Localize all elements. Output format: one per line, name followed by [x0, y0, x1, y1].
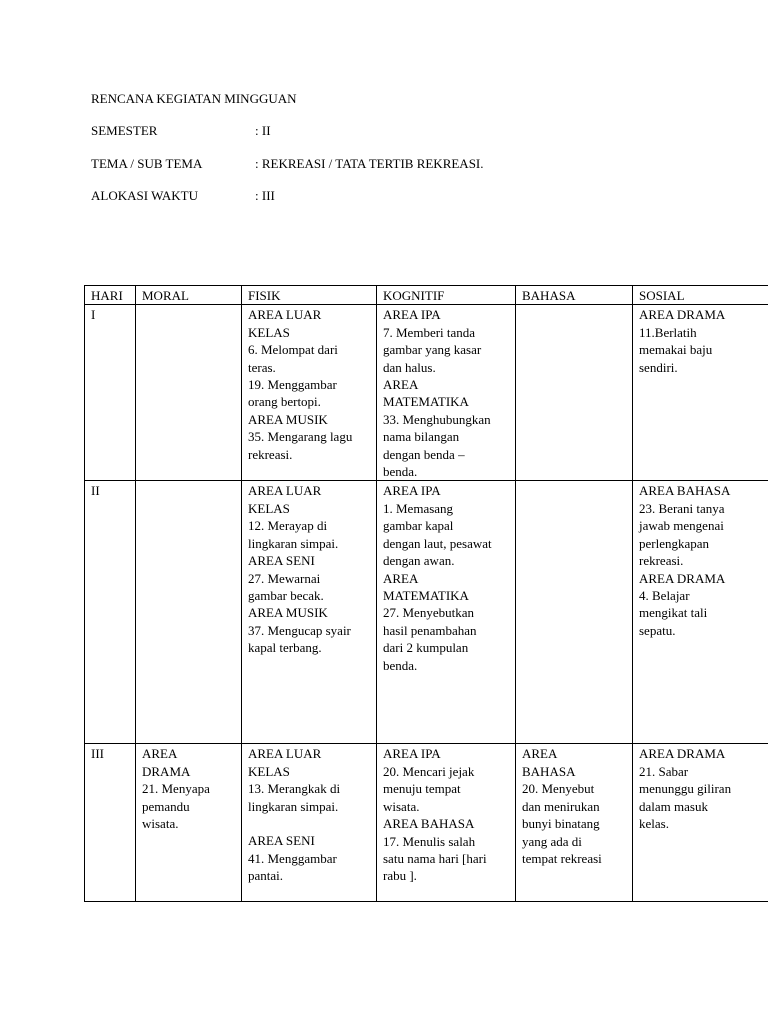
column-header-sosial: SOSIAL [633, 286, 768, 305]
cell-line: KELAS [248, 324, 290, 340]
cell-line: hasil penambahan [383, 622, 477, 638]
cell-line: dan halus. [383, 359, 436, 375]
cell-line: dari 2 kumpulan [383, 640, 469, 656]
cell-line: 17. Menulis salah [383, 833, 476, 849]
cell-line: 19. Menggambar [248, 377, 337, 393]
table-row [85, 481, 768, 744]
cell-line: satu nama hari [hari [383, 850, 487, 866]
time-allocation-value: : III [255, 188, 275, 203]
cell-line: AREA SENI [248, 553, 315, 569]
cell-line: AREA [383, 377, 419, 393]
cell-line: dengan awan. [383, 553, 455, 569]
fisik-cell [242, 305, 377, 481]
column-header-moral: MORAL [136, 286, 242, 305]
cell-line: dengan laut, pesawat [383, 535, 492, 551]
kognitif-cell [377, 481, 516, 744]
cell-line: benda. [383, 464, 418, 480]
cell-line: 20. Menyebut [522, 781, 595, 797]
cell-line: AREA LUAR [248, 746, 322, 762]
document-title [91, 91, 297, 107]
cell-line: AREA IPA [383, 746, 441, 762]
cell-line: AREA [522, 746, 558, 762]
cell-line: 6. Melompat dari [248, 342, 338, 358]
column-header-kognitif: KOGNITIF [377, 286, 516, 305]
cell-line: AREA MUSIK [248, 411, 328, 427]
cell-line: gambar kapal [383, 518, 454, 534]
cell-line: lingkaran simpai. [248, 535, 339, 551]
cell-line: sendiri. [639, 359, 678, 375]
cell-line: jawab mengenai [639, 518, 724, 534]
bahasa-cell [516, 481, 633, 744]
theme-field [91, 156, 484, 172]
kognitif-cell [377, 305, 516, 481]
cell-line: AREA BAHASA [639, 483, 731, 499]
cell-line: sepatu. [639, 622, 676, 638]
weekly-plan-table [84, 285, 768, 902]
time-allocation-field [91, 188, 275, 204]
table-row [85, 744, 768, 902]
cell-line: 11.Berlatih [639, 324, 697, 340]
column-header-fisik: FISIK [242, 286, 377, 305]
cell-line: menunggu giliran [639, 781, 732, 797]
cell-line [248, 815, 376, 832]
day-cell [85, 744, 136, 902]
cell-line: AREA DRAMA [639, 570, 726, 586]
sosial-cell [633, 305, 768, 481]
cell-line: DRAMA [142, 763, 191, 779]
cell-line: 37. Mengucap syair [248, 622, 351, 638]
cell-line: AREA SENI [248, 833, 315, 849]
cell-line: KELAS [248, 500, 290, 516]
cell-line: pemandu [142, 798, 190, 814]
cell-line: III [91, 746, 104, 762]
day-cell [85, 305, 136, 481]
cell-line: 13. Merangkak di [248, 781, 341, 797]
cell-line: menuju tempat [383, 781, 461, 797]
time-allocation-label: ALOKASI WAKTU [91, 188, 199, 203]
cell-line: perlengkapan [639, 535, 710, 551]
cell-line: kapal terbang. [248, 640, 322, 656]
cell-line: 41. Menggambar [248, 850, 337, 866]
cell-line: 4. Belajar [639, 587, 690, 603]
cell-line: 21. Sabar [639, 763, 689, 779]
column-header-bahasa: BAHASA [516, 286, 633, 305]
theme-label: TEMA / SUB TEMA [91, 156, 203, 171]
sosial-cell [633, 481, 768, 744]
cell-line: orang bertopi. [248, 394, 321, 410]
cell-line: II [91, 483, 100, 499]
cell-line: dan menirukan [522, 798, 600, 814]
cell-line: tempat rekreasi [522, 850, 602, 866]
cell-line: benda. [383, 657, 418, 673]
cell-line: AREA LUAR [248, 307, 322, 323]
cell-line: rabu ]. [383, 868, 417, 884]
cell-line: I [91, 307, 96, 323]
cell-line: 12. Merayap di [248, 518, 328, 534]
cell-line: wisata. [142, 816, 179, 832]
cell-line: 21. Menyapa [142, 781, 210, 797]
cell-line: 33. Menghubungkan [383, 411, 491, 427]
cell-line: dalam masuk [639, 798, 708, 814]
cell-line: gambar becak. [248, 587, 324, 603]
table-row [85, 305, 768, 481]
cell-line: nama bilangan [383, 429, 460, 445]
cell-line: rekreasi. [639, 553, 684, 569]
cell-line: MATEMATIKA [383, 587, 469, 603]
day-cell [85, 481, 136, 744]
moral-cell [136, 305, 242, 481]
cell-line: 7. Memberi tanda [383, 324, 476, 340]
semester-field [91, 123, 271, 139]
moral-cell [136, 744, 242, 902]
kognitif-cell [377, 744, 516, 902]
cell-line: dengan benda – [383, 446, 465, 462]
cell-line: gambar yang kasar [383, 342, 482, 358]
cell-line: yang ada di [522, 833, 582, 849]
cell-line: mengikat tali [639, 605, 708, 621]
sosial-cell [633, 744, 768, 902]
cell-line: BAHASA [522, 763, 576, 779]
cell-line: 1. Memasang [383, 500, 454, 516]
cell-line: AREA MUSIK [248, 605, 328, 621]
cell-line: 27. Mewarnai [248, 570, 321, 586]
cell-line: memakai baju [639, 342, 713, 358]
cell-line: KELAS [248, 763, 290, 779]
cell-line: rekreasi. [248, 446, 293, 462]
cell-line: bunyi binatang [522, 816, 600, 832]
column-header-hari: HARI [85, 286, 136, 305]
cell-line: wisata. [383, 798, 420, 814]
cell-line: AREA BAHASA [383, 816, 475, 832]
cell-line: teras. [248, 359, 276, 375]
cell-line: 35. Mengarang lagu [248, 429, 353, 445]
cell-line: AREA IPA [383, 483, 441, 499]
document-title-text: RENCANA KEGIATAN MINGGUAN [91, 91, 297, 106]
bahasa-cell [516, 744, 633, 902]
cell-line: AREA LUAR [248, 483, 322, 499]
cell-line: AREA DRAMA [639, 307, 726, 323]
cell-line: MATEMATIKA [383, 394, 469, 410]
cell-line: AREA IPA [383, 307, 441, 323]
cell-line: 23. Berani tanya [639, 500, 725, 516]
cell-line: AREA [383, 570, 419, 586]
moral-cell [136, 481, 242, 744]
cell-line: kelas. [639, 816, 669, 832]
theme-value: : REKREASI / TATA TERTIB REKREASI. [255, 156, 484, 171]
cell-line: AREA [142, 746, 178, 762]
table-header-row [85, 286, 768, 305]
semester-value: : II [255, 123, 271, 138]
cell-line: AREA DRAMA [639, 746, 726, 762]
semester-label: SEMESTER [91, 123, 158, 138]
cell-line: pantai. [248, 868, 284, 884]
fisik-cell [242, 744, 377, 902]
cell-line: 27. Menyebutkan [383, 605, 474, 621]
cell-line: 20. Mencari jejak [383, 763, 475, 779]
bahasa-cell [516, 305, 633, 481]
cell-line: lingkaran simpai. [248, 798, 339, 814]
fisik-cell [242, 481, 377, 744]
